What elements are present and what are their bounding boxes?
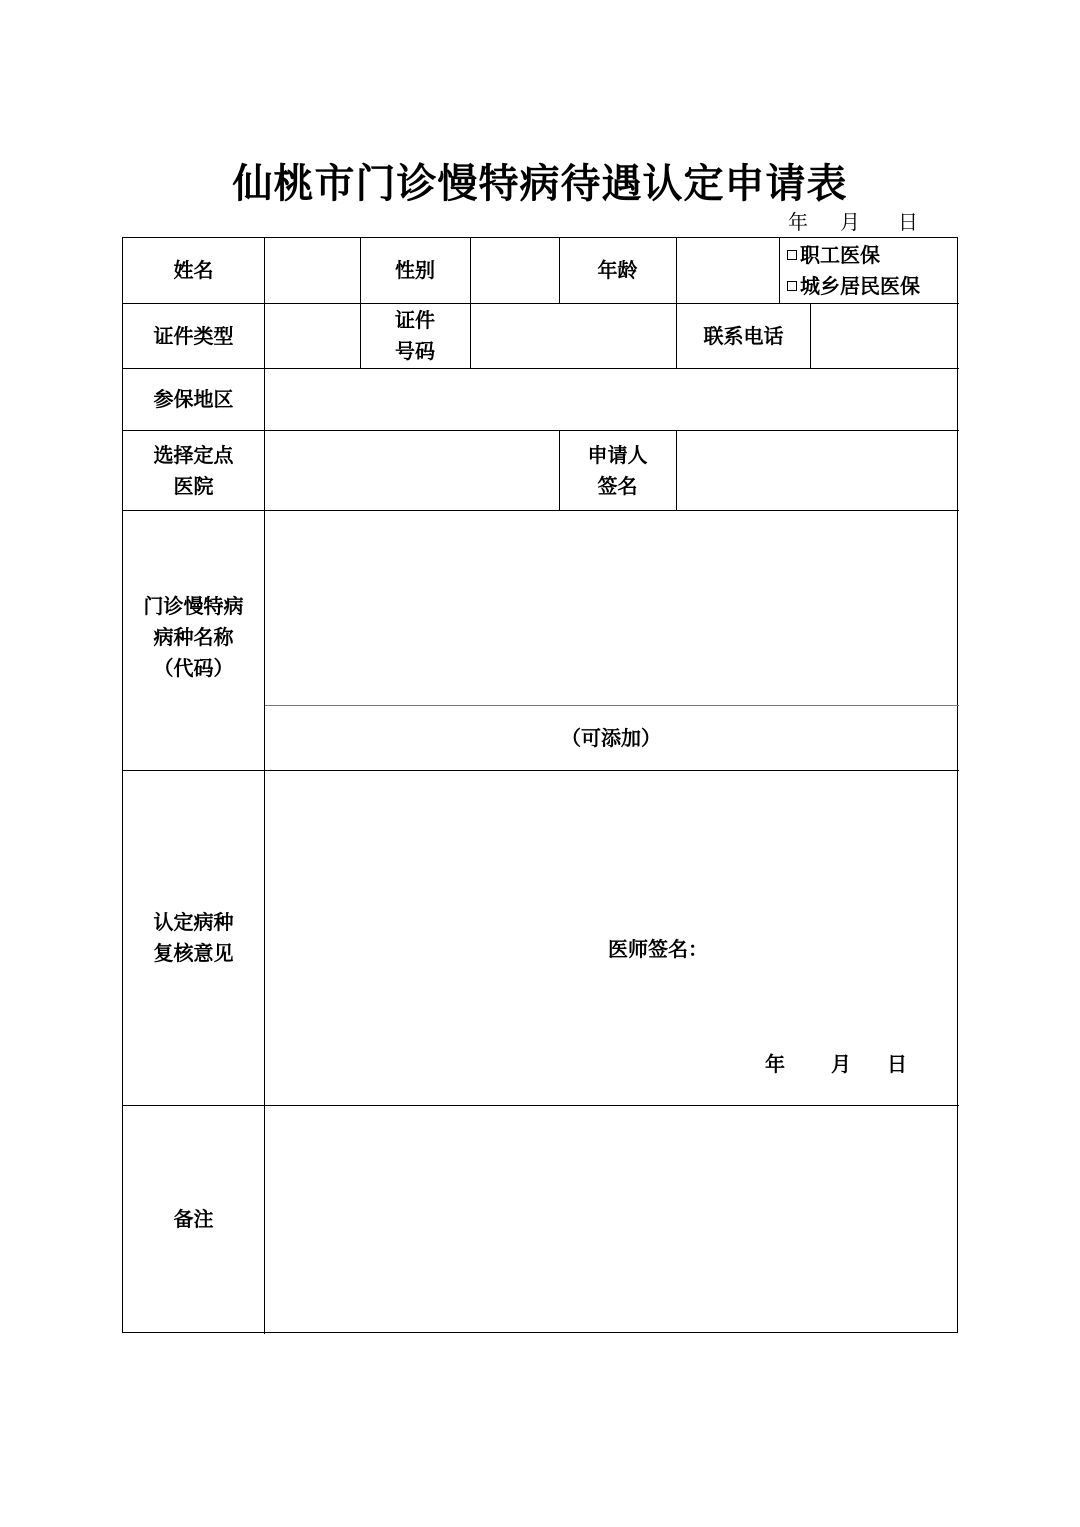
header-date-month: 月 (840, 210, 860, 234)
id-type-field[interactable] (265, 304, 360, 368)
insurance-type-options (787, 238, 957, 303)
hospital-label-line: 选择定点 (153, 442, 234, 467)
review-opinion-label (123, 771, 264, 1105)
name-field[interactable] (265, 238, 360, 303)
disease-name-label (123, 511, 264, 770)
age-field[interactable] (677, 238, 779, 303)
checkbox-icon[interactable] (787, 281, 797, 291)
review-date-day: 日 (887, 1052, 907, 1076)
age-label: 年龄 (597, 258, 638, 282)
name-label: 姓名 (173, 258, 214, 282)
hospital-label (123, 431, 264, 510)
employee-insurance-label: 职工医保 (800, 242, 880, 267)
disease-name-field[interactable] (265, 511, 957, 705)
id-number-label-line: 号码 (395, 339, 435, 363)
id-number-label (360, 304, 470, 368)
header-date (778, 208, 928, 236)
phone-label: 联系电话 (703, 323, 784, 348)
hospital-label-line: 医院 (173, 473, 214, 498)
remarks-label: 备注 (173, 1206, 214, 1231)
review-date-year: 年 (765, 1052, 785, 1076)
resident-insurance-option[interactable] (787, 271, 920, 302)
header-date-day: 日 (898, 210, 918, 234)
gender-field[interactable] (471, 238, 559, 303)
column-divider (779, 238, 780, 303)
hospital-field[interactable] (265, 431, 559, 510)
id-number-label-line: 证件 (395, 308, 435, 332)
disease-label-line: 门诊慢特病 (143, 594, 244, 618)
disease-label-line: （代码） (153, 656, 234, 680)
applicant-label-line: 申请人 (587, 442, 648, 467)
doctor-signature-label: 医师签名： (608, 937, 708, 961)
id-type-label: 证件类型 (153, 323, 234, 348)
disease-label-line: 病种名称 (153, 625, 234, 649)
applicant-signature-field[interactable] (677, 431, 957, 510)
region-label: 参保地区 (153, 387, 234, 411)
resident-insurance-label: 城乡居民医保 (800, 273, 920, 298)
region-field[interactable] (265, 369, 957, 430)
applicant-label-line: 签名 (597, 473, 638, 498)
employee-insurance-option[interactable] (787, 240, 920, 271)
review-date-month: 月 (831, 1052, 851, 1076)
form-title: 仙桃市门诊慢特病待遇认定申请表 (232, 160, 848, 207)
review-label-line: 认定病种 (153, 910, 234, 934)
addable-note: （可添加） (561, 725, 661, 750)
remarks-field[interactable] (265, 1106, 957, 1332)
header-date-year: 年 (788, 210, 808, 234)
id-number-field[interactable] (471, 304, 676, 368)
application-form-table (122, 237, 958, 1333)
applicant-signature-label (559, 431, 676, 510)
checkbox-icon[interactable] (787, 250, 797, 260)
gender-label: 性别 (395, 258, 435, 282)
phone-field[interactable] (811, 304, 957, 368)
review-label-line: 复核意见 (153, 941, 234, 965)
